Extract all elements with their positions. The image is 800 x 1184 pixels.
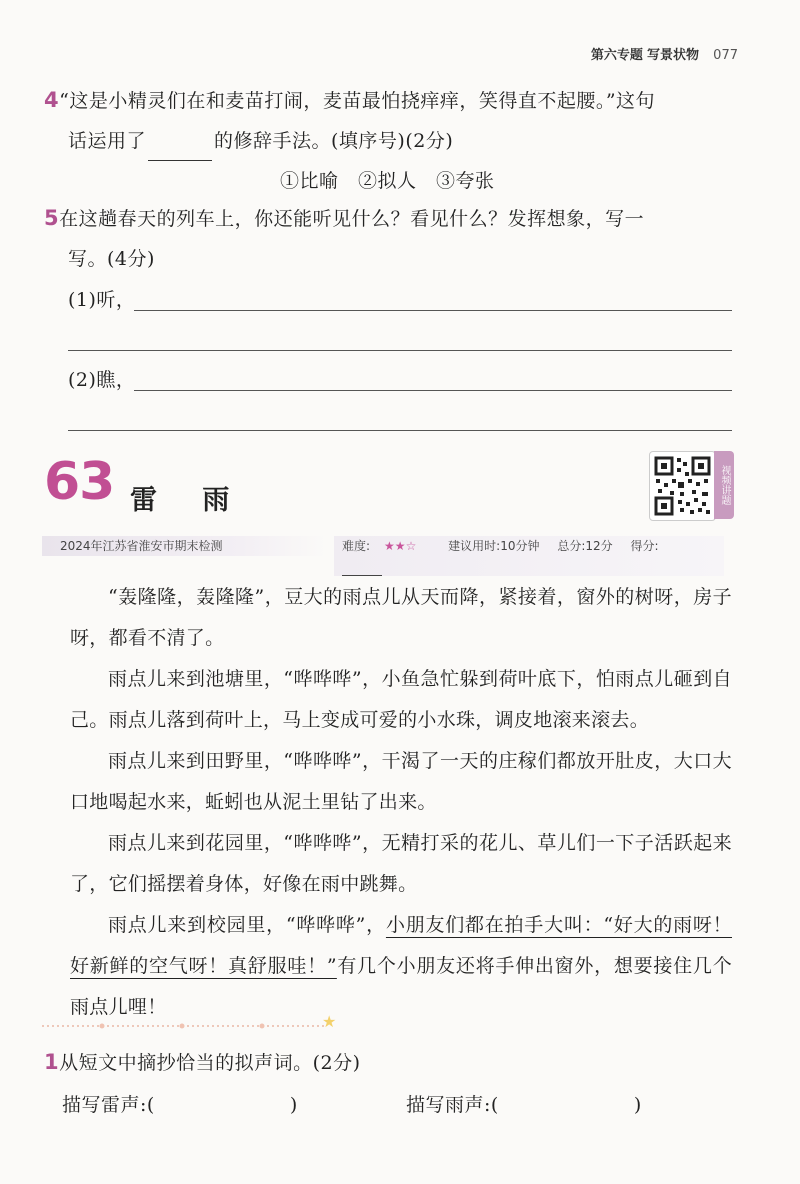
passage-paragraph-1: “轰隆隆，轰隆隆”，豆大的雨点儿从天而降，紧接着，窗外的树呀，房子呀，都看不清了。 xyxy=(70,586,732,649)
meta-bar xyxy=(42,536,732,558)
page-number: 077 xyxy=(713,48,738,63)
answer-line[interactable] xyxy=(68,430,732,431)
star-icon: ★ xyxy=(322,1012,337,1031)
passage-paragraph-2: 雨点儿来到池塘里，“哗哗哗”，小鱼急忙躲到荷叶底下，怕雨点儿砸到自己。雨点儿落到荷叶上，马上变成可爱的小水珠，调皮地滚来滚去。 xyxy=(70,668,732,731)
lesson-number: 63 xyxy=(44,452,115,512)
score-blank[interactable] xyxy=(342,562,382,576)
source-label: 2024年江苏省淮安市期末检测 xyxy=(42,536,327,556)
question-4 xyxy=(44,80,744,201)
chapter-label: 第六专题 xyxy=(590,48,643,63)
question-5-sub2-label: (2)瞧， xyxy=(68,369,136,391)
question-4-options: ①比喻 ②拟人 ③夸张 xyxy=(280,170,495,192)
question-5 xyxy=(44,198,744,279)
paragraph-5-start: 雨点儿来到校园里，“哗哗哗”， xyxy=(108,914,386,936)
difficulty-stars: ★★☆ xyxy=(384,539,417,553)
dotted-divider-graphic xyxy=(42,1018,342,1034)
question-number: 4 xyxy=(44,88,60,112)
question-4-line2-start: 话运用了 xyxy=(68,130,147,152)
underlined-sentence: 小朋友们都在拍手大叫：“好大的雨呀！好新鲜的空气呀！真舒服哇！” xyxy=(70,914,732,977)
answer-line[interactable] xyxy=(68,350,732,351)
passage-paragraph-5 xyxy=(70,905,732,1028)
rain-label: 描写雨声:( xyxy=(406,1094,499,1116)
question-5-line2: 写。(4分) xyxy=(68,248,155,270)
meta-info xyxy=(334,536,724,576)
passage-paragraph-3: 雨点儿来到田野里，“哗哗哗”，干渴了一天的庄稼们都放开肚皮，大口大口地喝起水来，蚯蚓也从泥土里钻了出来。 xyxy=(70,750,732,813)
question-1 xyxy=(44,1042,361,1083)
question-4-line1: “这是小精灵们在和麦苗打闹，麦苗最怕挠痒痒，笑得直不起腰。”这句 xyxy=(59,90,656,112)
question-5-sub1-label: (1)听， xyxy=(68,289,136,311)
answer-line[interactable] xyxy=(134,390,732,391)
question-4-line2-end: 的修辞手法。(填序号)(2分) xyxy=(214,130,454,152)
close-paren: ) xyxy=(633,1094,642,1116)
suggested-time: 建议用时:10分钟 xyxy=(448,539,540,553)
score-label: 得分: xyxy=(630,539,659,553)
paragraph-5-end: 有几个小朋友还将手伸出窗外，想要接住几个雨点儿哩！ xyxy=(70,955,732,1018)
difficulty-label: 难度: xyxy=(342,539,371,553)
difficulty xyxy=(342,539,430,553)
lesson-title: 雷 雨 xyxy=(130,485,248,516)
thunder-answer xyxy=(62,1085,298,1125)
total-score: 总分:12分 xyxy=(557,539,613,553)
question-1-text: 从短文中摘抄恰当的拟声词。(2分) xyxy=(59,1052,361,1074)
video-lesson-tag: 视频讲题 xyxy=(714,451,734,519)
rain-answer xyxy=(406,1085,642,1125)
qr-code-graphic xyxy=(650,452,715,520)
passage-paragraph-4: 雨点儿来到花园里，“哗哗哗”，无精打采的花儿、草儿们一下子活跃起来了，它们摇摆着身体，好像在雨中跳舞。 xyxy=(70,832,732,895)
question-number: 5 xyxy=(44,206,60,230)
topic-label: 写景状物 xyxy=(647,48,700,63)
page-header xyxy=(591,44,738,63)
question-5-line1: 在这趟春天的列车上，你还能听见什么？看见什么？发挥想象，写一 xyxy=(59,208,645,230)
question-number: 1 xyxy=(44,1050,60,1074)
close-paren: ) xyxy=(289,1094,298,1116)
answer-blank[interactable] xyxy=(148,138,212,161)
thunder-label: 描写雷声:( xyxy=(62,1094,155,1116)
qr-code-icon[interactable] xyxy=(649,451,716,521)
section-divider xyxy=(42,1018,342,1038)
answer-line[interactable] xyxy=(134,310,732,311)
